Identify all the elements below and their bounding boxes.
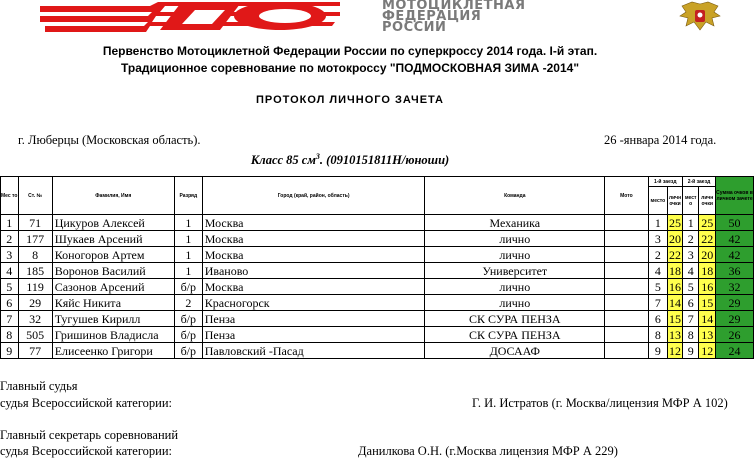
cell-race2-place: 2 — [682, 231, 699, 247]
cell-race2-place: 4 — [682, 263, 699, 279]
table-row — [1, 295, 754, 311]
cell-race2-points: 20 — [699, 247, 716, 263]
cell-rank: 1 — [174, 215, 202, 231]
cell-race2-points: 12 — [699, 343, 716, 359]
cell-race2-place: 5 — [682, 279, 699, 295]
header-race2: 2-й заезд — [682, 177, 715, 187]
cell-race2-place: 3 — [682, 247, 699, 263]
cell-race2-points: 18 — [699, 263, 716, 279]
cell-team: лично — [425, 279, 605, 295]
cell-start-no: 71 — [18, 215, 52, 231]
cell-race1-place: 6 — [648, 311, 668, 327]
cell-place: 1 — [1, 215, 19, 231]
cell-rank: 2 — [174, 295, 202, 311]
cell-race1-place: 5 — [648, 279, 668, 295]
cell-name: Тугушев Кирилл — [52, 311, 174, 327]
cell-race1-place: 8 — [648, 327, 668, 343]
chief-secretary-name: Данилкова О.Н. (г.Москва лицензия МФР А 229) — [358, 444, 618, 458]
chief-judge-category: судья Всероссийской категории: — [0, 396, 172, 410]
cell-place: 4 — [1, 263, 19, 279]
event-subtitle: Традиционное соревнование по мотокроссу "ПОДМОСКОВНАЯ ЗИМА -2014" — [120, 61, 580, 75]
cell-name: Гришинов Владисла — [52, 327, 174, 343]
cell-city: Пенза — [202, 327, 425, 343]
cell-city: Москва — [202, 279, 425, 295]
cell-race2-place: 6 — [682, 295, 699, 311]
cell-race2-points: 22 — [699, 231, 716, 247]
header-rank: Разряд — [174, 177, 202, 215]
cell-start-no: 77 — [18, 343, 52, 359]
cell-total: 26 — [716, 327, 754, 343]
cell-name: Коногоров Артем — [52, 247, 174, 263]
cell-moto — [605, 263, 648, 279]
cell-rank: б/р — [174, 327, 202, 343]
cell-rank: 1 — [174, 263, 202, 279]
cell-race2-place: 7 — [682, 311, 699, 327]
cell-race1-points: 18 — [669, 263, 682, 278]
venue-city: г. Люберцы (Московская область). — [18, 133, 201, 147]
cell-city: Красногорск — [202, 295, 425, 311]
class-label: Класс 85 см — [250, 153, 316, 168]
event-date: 26 -январа 2014 года. — [604, 133, 717, 147]
cell-team: СК СУРА ПЕНЗА — [425, 327, 605, 343]
header-race1-points: личн очки — [668, 187, 683, 215]
cell-race2-place: 8 — [682, 327, 699, 343]
cell-place: 3 — [1, 247, 19, 263]
cell-race1-points: 20 — [669, 231, 682, 246]
cell-moto — [605, 247, 648, 263]
class-info — [0, 152, 700, 168]
cell-total: 42 — [716, 247, 754, 263]
coat-of-arms-icon — [676, 0, 724, 32]
cell-race2-place: 1 — [682, 215, 699, 231]
cell-place: 5 — [1, 279, 19, 295]
cell-name: Кяйс Никита — [52, 295, 174, 311]
cell-race1-place: 2 — [648, 247, 668, 263]
cell-team: Университет — [425, 263, 605, 279]
table-row — [1, 231, 754, 247]
cell-race2-points: 16 — [699, 279, 716, 295]
cell-race1-points: 25 — [669, 215, 682, 230]
header-team: Команда — [425, 177, 605, 215]
cell-total: 32 — [716, 279, 754, 295]
cell-place: 7 — [1, 311, 19, 327]
cell-race1-points: 22 — [669, 247, 682, 262]
cell-place: 2 — [1, 231, 19, 247]
federation-name — [382, 0, 525, 33]
cell-race1-place: 7 — [648, 295, 668, 311]
cell-moto — [605, 343, 648, 359]
cell-rank: б/р — [174, 311, 202, 327]
chief-secretary-category: судья Всероссийской категории: — [0, 444, 172, 458]
header-total: Сумма очков в личном зачете — [716, 177, 754, 215]
cell-total: 36 — [716, 263, 754, 279]
cell-total: 50 — [716, 215, 754, 231]
cell-race1-points: 12 — [669, 343, 682, 358]
cell-start-no: 177 — [18, 231, 52, 247]
cell-rank: б/р — [174, 279, 202, 295]
header-name: Фамилия, Имя — [52, 177, 174, 215]
cell-start-no: 29 — [18, 295, 52, 311]
cell-race1-place: 9 — [648, 343, 668, 359]
org-line-1: МОТОЦИКЛЕТНАЯ — [382, 0, 526, 13]
header-race1: 1-й заезд — [648, 177, 682, 187]
header-place: Мес то — [1, 177, 19, 215]
cell-total: 42 — [716, 231, 754, 247]
cell-team: лично — [425, 231, 605, 247]
table-row — [1, 263, 754, 279]
cell-name: Цикуров Алексей — [52, 215, 174, 231]
table-row — [1, 327, 754, 343]
cell-city: Москва — [202, 247, 425, 263]
cell-team: лично — [425, 247, 605, 263]
cell-name: Елисеенко Григори — [52, 343, 174, 359]
cell-moto — [605, 215, 648, 231]
cell-start-no: 505 — [18, 327, 52, 343]
table-row — [1, 215, 754, 231]
cell-city: Москва — [202, 231, 425, 247]
cell-moto — [605, 327, 648, 343]
cell-start-no: 8 — [18, 247, 52, 263]
cell-city: Пенза — [202, 311, 425, 327]
cell-place: 9 — [1, 343, 19, 359]
cell-team: Механика — [425, 215, 605, 231]
header-race1-place: место — [648, 187, 668, 215]
chief-secretary-title: Главный секретарь соревнований — [0, 428, 179, 442]
class-sup: 3 — [315, 152, 320, 161]
cell-start-no: 119 — [18, 279, 52, 295]
cell-rank: б/р — [174, 343, 202, 359]
cell-race1-points: 16 — [669, 279, 682, 294]
cell-race2-place: 9 — [682, 343, 699, 359]
table-row — [1, 343, 754, 359]
cell-race2-points: 14 — [699, 311, 716, 327]
table-row — [1, 311, 754, 327]
cell-start-no: 32 — [18, 311, 52, 327]
cell-team: лично — [425, 295, 605, 311]
cell-place: 8 — [1, 327, 19, 343]
results-table — [0, 176, 754, 359]
cell-name: Воронов Василий — [52, 263, 174, 279]
cell-name: Шукаев Арсений — [52, 231, 174, 247]
cell-city: Москва — [202, 215, 425, 231]
table-row — [1, 279, 754, 295]
cell-race2-points: 25 — [699, 215, 716, 231]
chief-judge-title: Главный судья — [0, 379, 78, 393]
header-race2-points: личн очки — [699, 187, 716, 215]
header-start-no: Ст. № — [18, 177, 52, 215]
cell-place: 6 — [1, 295, 19, 311]
cell-race1-place: 3 — [648, 231, 668, 247]
protocol-heading: ПРОТОКОЛ ЛИЧНОГО ЗАЧЕТА — [255, 94, 445, 106]
cell-total: 24 — [716, 343, 754, 359]
cell-race1-place: 1 — [648, 215, 668, 231]
chief-judge-name: Г. И. Истратов (г. Москва/лицензия МФР А 102) — [472, 396, 728, 410]
mfr-logo — [40, 0, 340, 34]
cell-race1-points: 15 — [669, 311, 682, 326]
cell-moto — [605, 295, 648, 311]
cell-rank: 1 — [174, 247, 202, 263]
cell-start-no: 185 — [18, 263, 52, 279]
cell-total: 29 — [716, 295, 754, 311]
cell-city: Павловский -Пасад — [202, 343, 425, 359]
cell-race1-place: 4 — [648, 263, 668, 279]
event-title: Первенство Мотоциклетной Федерации России по суперкроссу 2014 года. I-й этап. — [102, 44, 598, 58]
cell-name: Сазонов Арсений — [52, 279, 174, 295]
cell-race2-points: 15 — [699, 295, 716, 311]
header-race2-place: мест о — [682, 187, 699, 215]
header-city: Город (край, район, область) — [202, 177, 425, 215]
org-line-3: РОССИИ — [382, 20, 447, 35]
cell-total: 29 — [716, 311, 754, 327]
cell-moto — [605, 231, 648, 247]
cell-moto — [605, 311, 648, 327]
table-row — [1, 247, 754, 263]
cell-race1-points: 14 — [669, 295, 682, 310]
org-line-2: ФЕДЕРАЦИЯ — [382, 9, 482, 24]
cell-rank: 1 — [174, 231, 202, 247]
cell-city: Иваново — [202, 263, 425, 279]
cell-race2-points: 13 — [699, 327, 716, 343]
cell-moto — [605, 279, 648, 295]
class-code: . (0910151811Н/юноши) — [319, 153, 450, 168]
cell-team: СК СУРА ПЕНЗА — [425, 311, 605, 327]
cell-race1-points: 13 — [669, 327, 682, 342]
header-moto: Мото — [605, 177, 648, 215]
cell-team: ДОСААФ — [425, 343, 605, 359]
